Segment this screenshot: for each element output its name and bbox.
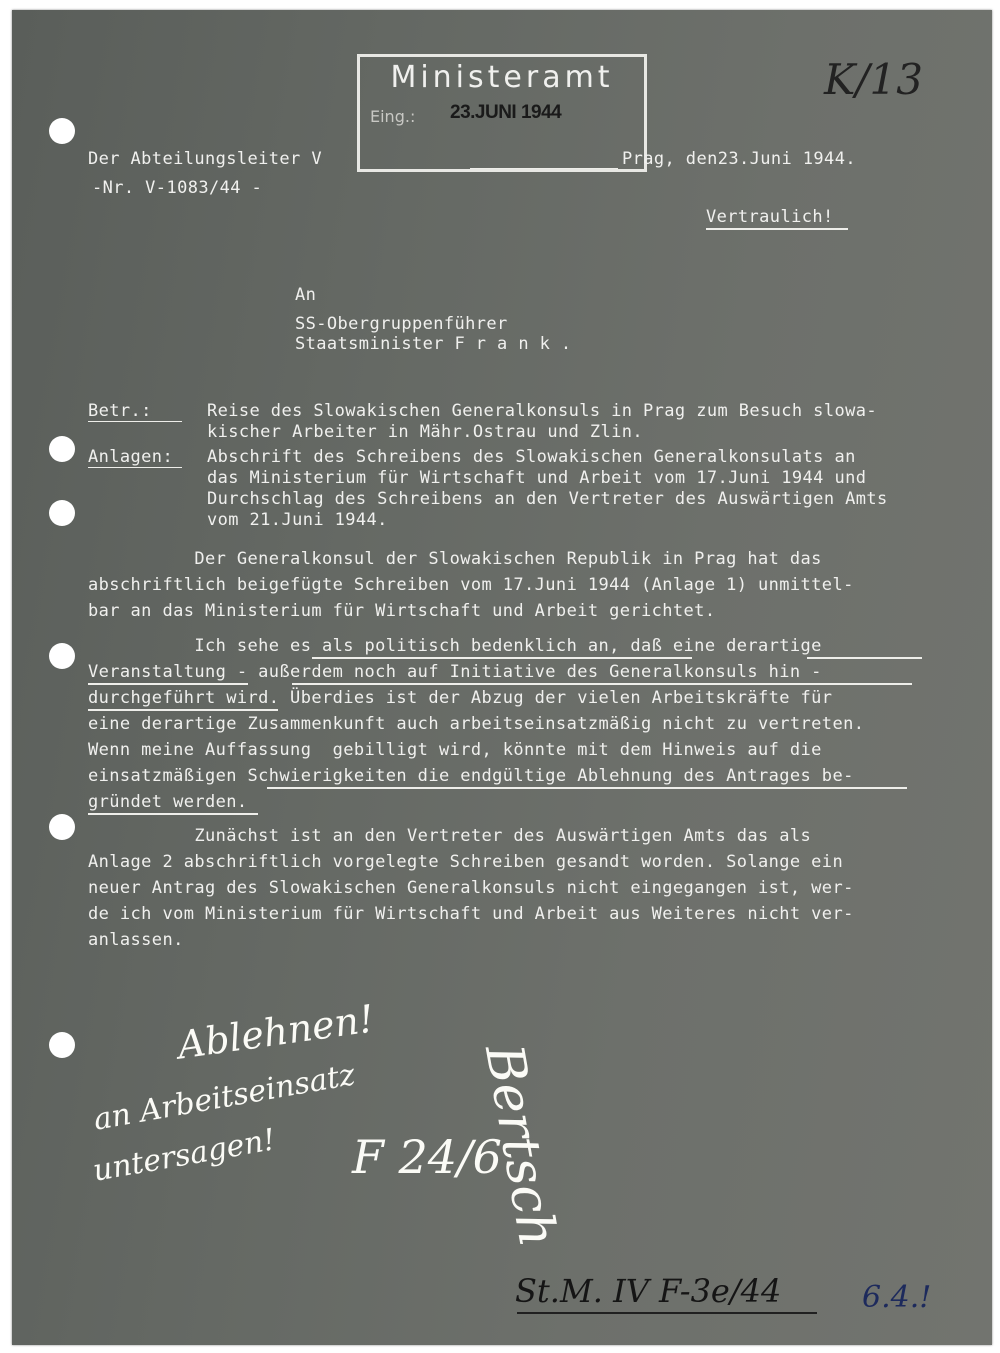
body-line: gründet werden.	[88, 792, 248, 812]
attachment-line: vom 21.Juni 1944.	[207, 510, 388, 530]
body-line: neuer Antrag des Slowakischen Generalkonsuls nicht eingegangen ist, wer-	[88, 878, 854, 898]
punch-hole	[49, 500, 75, 526]
handwritten-underline	[292, 683, 912, 685]
body-line: bar an das Ministerium für Wirtschaft und Arbeit gerichtet.	[88, 601, 716, 621]
date-line	[470, 168, 618, 169]
recipient-line-2: SS-Obergruppenführer	[295, 314, 508, 334]
stamp-date: 23.JUNI 1944	[450, 102, 562, 123]
corner-mark: K/13	[824, 55, 923, 104]
receipt-stamp	[357, 54, 647, 172]
attachments-label: Anlagen:	[88, 447, 174, 467]
stamp-title: Ministeramt	[390, 60, 614, 95]
punch-hole	[49, 814, 75, 840]
handwritten-underline	[88, 709, 278, 711]
body-line: abschriftlich beigefügte Schreiben vom 17.Juni 1944 (Anlage 1) unmittel-	[88, 575, 854, 595]
attachment-line: Durchschlag des Schreibens an den Vertreter des Auswärtigen Amts	[207, 489, 888, 509]
subject-label: Betr.:	[88, 401, 152, 421]
handwritten-date: F 24/6	[352, 1130, 502, 1184]
place-date: Prag, den23.Juni 1944.	[622, 149, 856, 169]
punch-hole	[49, 643, 75, 669]
classification: Vertraulich!	[706, 207, 834, 227]
handwritten-underline	[88, 683, 248, 685]
handwritten-underline	[88, 813, 258, 815]
body-line: de ich vom Ministerium für Wirtschaft und Arbeit aus Weiteres nicht ver-	[88, 904, 854, 924]
document-page	[12, 10, 992, 1345]
body-line: durchgeführt wird. Überdies ist der Abzug der vielen Arbeitskräfte für	[88, 688, 833, 708]
stamp-label: Eing.:	[370, 107, 416, 126]
body-line: Ich sehe es als politisch bedenklich an, daß eine derartige	[88, 636, 822, 656]
attachment-line: das Ministerium für Wirtschaft und Arbeit vom 17.Juni 1944 und	[207, 468, 867, 488]
sender: Der Abteilungsleiter V	[88, 149, 322, 169]
classification-underline	[706, 228, 848, 230]
filing-underline	[517, 1312, 817, 1314]
filing-note: 6.4.!	[862, 1280, 932, 1315]
reference-number: -Nr. V-1083/44 -	[92, 178, 263, 198]
subject-line: Reise des Slowakischen Generalkonsuls in Prag zum Besuch slowa-	[207, 401, 877, 421]
punch-hole	[49, 1032, 75, 1058]
handwritten-underline	[807, 657, 922, 659]
subject-label-underline	[88, 421, 182, 422]
body-line: Wenn meine Auffassung gebilligt wird, könnte mit dem Hinweis auf die	[88, 740, 822, 760]
body-line: eine derartige Zusammenkunft auch arbeitseinsatzmäßig nicht zu vertreten.	[88, 714, 865, 734]
punch-hole	[49, 436, 75, 462]
body-line: anlassen.	[88, 930, 184, 950]
body-line: Der Generalkonsul der Slowakischen Republik in Prag hat das	[88, 549, 822, 569]
filing-reference: St.M. IV F-3e/44	[515, 1272, 782, 1310]
handwritten-underline	[312, 657, 692, 659]
handwritten-underline	[267, 787, 907, 789]
body-line: Zunächst ist an den Vertreter des Auswärtigen Amts das als	[88, 826, 812, 846]
body-line: einsatzmäßigen Schwierigkeiten die endgültige Ablehnung des Antrages be-	[88, 766, 854, 786]
recipient-line-1: An	[295, 285, 317, 305]
handwritten-note: untersagen!	[90, 1122, 279, 1189]
punch-hole	[49, 118, 75, 144]
subject-line: kischer Arbeiter in Mähr.Ostrau und Zlin.	[207, 422, 644, 442]
body-line: Anlage 2 abschriftlich vorgelegte Schreiben gesandt worden. Solange ein	[88, 852, 844, 872]
attachment-line: Abschrift des Schreibens des Slowakischen Generalkonsulats an	[207, 447, 856, 467]
body-line: Veranstaltung - außerdem noch auf Initiative des Generalkonsuls hin -	[88, 662, 822, 682]
handwritten-note: Ablehnen!	[174, 996, 377, 1068]
attachments-label-underline	[88, 467, 182, 468]
handwritten-note: an Arbeitseinsatz	[90, 1057, 358, 1138]
signature: Bertsch	[472, 1040, 568, 1252]
recipient-line-3: Staatsminister F r a n k .	[295, 334, 572, 354]
